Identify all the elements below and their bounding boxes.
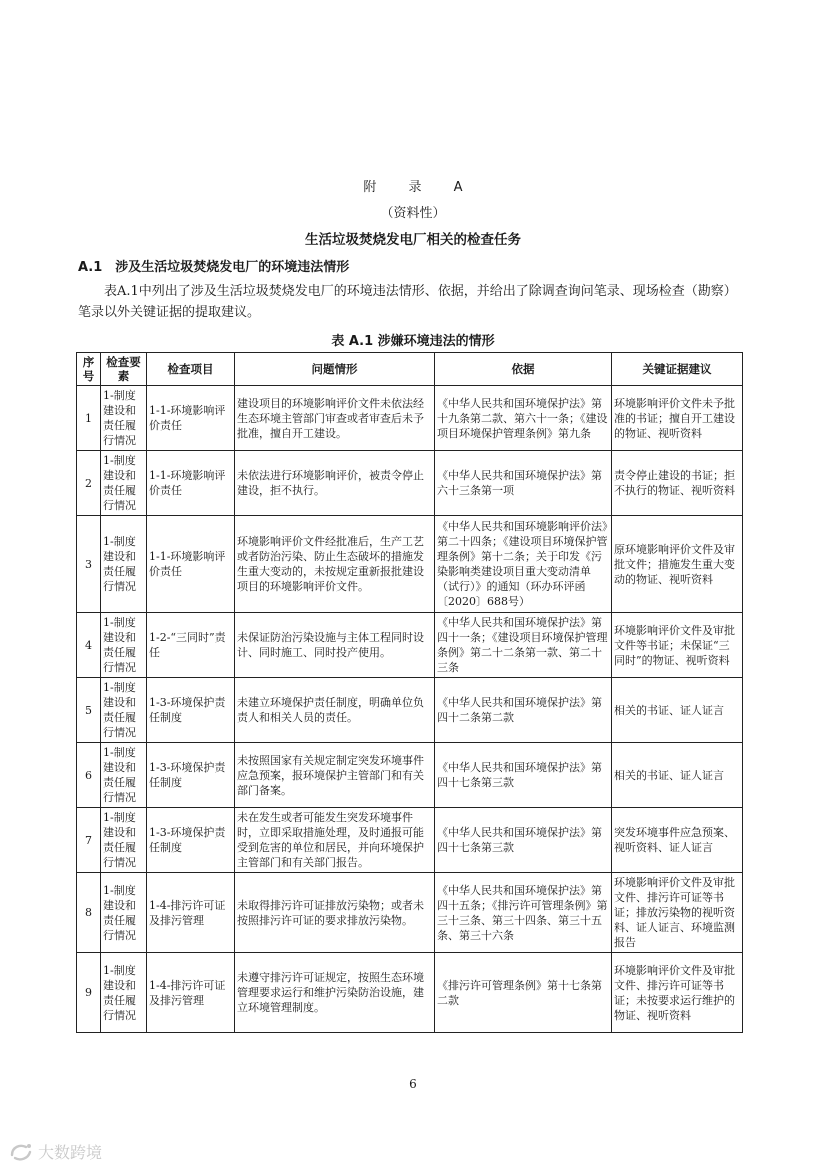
- appendix-subject: 生活垃圾焚烧发电厂相关的检查任务: [305, 232, 521, 248]
- row-problem: 未取得排污许可证排放污染物；或者未按照排污许可证的要求排放污染物。: [235, 873, 435, 953]
- row-evidence: 突发环境事件应急预案、视听资料、证人证言: [612, 808, 743, 873]
- row-number: 7: [77, 808, 101, 873]
- row-problem: 未遵守排污许可证规定，按照生态环境管理要求运行和维护污染防治设施，建立环境管理制度。: [235, 953, 435, 1033]
- watermark: [8, 1140, 102, 1163]
- row-item: 1-4-排污许可证及排污管理: [147, 873, 235, 953]
- row-basis: 《中华人民共和国环境保护法》第四十七条第三款: [435, 808, 612, 873]
- row-basis: 《中华人民共和国环境保护法》第六十三条第一项: [435, 451, 612, 516]
- row-basis: 《中华人民共和国环境影响评价法》第二十四条；《建设项目环境保护管理条例》第十二条；关于印发《污染影响类建设项目重大变动清单（试行）》的通知（环办环评函〔2020〕688号）: [435, 516, 612, 613]
- header-evidence: 关键证据建议: [612, 353, 743, 386]
- row-problem: 建设项目的环境影响评价文件未依法经生态环境主管部门审查或者审查后未予批准，擅自开工建设。: [235, 386, 435, 451]
- row-item: 1-1-环境影响评价责任: [147, 386, 235, 451]
- row-problem: 未在发生或者可能发生突发环境事件时，立即采取措施处理，及时通报可能受到危害的单位和居民，并向环境保护主管部门和有关部门报告。: [235, 808, 435, 873]
- table-row: [77, 953, 743, 1033]
- row-basis: 《中华人民共和国环境保护法》第十九条第二款、第六十一条；《建设项目环境保护管理条例》第九条: [435, 386, 612, 451]
- row-number: 6: [77, 743, 101, 808]
- section-heading: A.1 涉及生活垃圾焚烧发电厂的环境违法情形: [78, 260, 350, 275]
- table-row: [77, 386, 743, 451]
- page-number: 6: [409, 1077, 417, 1091]
- row-basis: 《排污许可管理条例》第十七条第二款: [435, 953, 612, 1033]
- row-item: 1-1-环境影响评价责任: [147, 516, 235, 613]
- header-no: 序号: [77, 353, 101, 386]
- row-element: 1-制度建设和责任履行情况: [101, 613, 147, 678]
- row-evidence: 环境影响评价文件及审批文件、排污许可证等书证；排放污染物的视听资料、证人证言、环境监测报告: [612, 873, 743, 953]
- row-problem: 未依法进行环境影响评价，被责令停止建设，拒不执行。: [235, 451, 435, 516]
- row-evidence: 相关的书证、证人证言: [612, 678, 743, 743]
- row-problem: 未按照国家有关规定制定突发环境事件应急预案，报环境保护主管部门和有关部门备案。: [235, 743, 435, 808]
- row-item: 1-3-环境保护责任制度: [147, 743, 235, 808]
- table-row: [77, 451, 743, 516]
- table-row: [77, 678, 743, 743]
- row-item: 1-2-“三同时”责任: [147, 613, 235, 678]
- header-basis: 依据: [435, 353, 612, 386]
- row-item: 1-4-排污许可证及排污管理: [147, 953, 235, 1033]
- intro-paragraph: 表A.1中列出了涉及生活垃圾焚烧发电厂的环境违法情形、依据，并给出了除调查询问笔录、现场检查（勘察）笔录以外关键证据的提取建议。: [78, 284, 737, 320]
- row-evidence: 相关的书证、证人证言: [612, 743, 743, 808]
- row-item: 1-3-环境保护责任制度: [147, 678, 235, 743]
- row-element: 1-制度建设和责任履行情况: [101, 386, 147, 451]
- table-row: [77, 613, 743, 678]
- row-problem: 未保证防治污染设施与主体工程同时设计、同时施工、同时投产使用。: [235, 613, 435, 678]
- row-basis: 《中华人民共和国环境保护法》第四十五条；《排污许可管理条例》第三十三条、第三十四条、第三十五条、第三十六条: [435, 873, 612, 953]
- row-problem: 环境影响评价文件经批准后，生产工艺或者防治污染、防止生态破坏的措施发生重大变动的，未按规定重新报批建设项目的环境影响评价文件。: [235, 516, 435, 613]
- row-element: 1-制度建设和责任履行情况: [101, 953, 147, 1033]
- appendix-title: 附 录 A: [363, 180, 477, 195]
- table-caption: 表 A.1 涉嫌环境违法的情形: [331, 334, 495, 349]
- row-element: 1-制度建设和责任履行情况: [101, 678, 147, 743]
- row-element: 1-制度建设和责任履行情况: [101, 743, 147, 808]
- row-evidence: 责令停止建设的书证；拒不执行的物证、视听资料: [612, 451, 743, 516]
- row-element: 1-制度建设和责任履行情况: [101, 808, 147, 873]
- header-element: 检查要素: [101, 353, 147, 386]
- row-evidence: 环境影响评价文件未予批准的书证；擅自开工建设的物证、视听资料: [612, 386, 743, 451]
- row-item: 1-3-环境保护责任制度: [147, 808, 235, 873]
- header-item: 检查项目: [147, 353, 235, 386]
- watermark-text: 大数跨境: [38, 1143, 103, 1162]
- row-basis: 《中华人民共和国环境保护法》第四十七条第三款: [435, 743, 612, 808]
- header-problem: 问题情形: [235, 353, 435, 386]
- row-problem: 未建立环境保护责任制度，明确单位负责人和相关人员的责任。: [235, 678, 435, 743]
- table-header-row: [77, 353, 743, 386]
- table-row: [77, 743, 743, 808]
- row-number: 8: [77, 873, 101, 953]
- row-basis: 《中华人民共和国环境保护法》第四十一条；《建设项目环境保护管理条例》第二十二条第一款、第二十三条: [435, 613, 612, 678]
- row-number: 2: [77, 451, 101, 516]
- table-row: [77, 873, 743, 953]
- brand-logo-icon: [8, 1141, 34, 1163]
- row-evidence: 原环境影响评价文件及审批文件；措施发生重大变动的物证、视听资料: [612, 516, 743, 613]
- row-element: 1-制度建设和责任履行情况: [101, 516, 147, 613]
- row-number: 3: [77, 516, 101, 613]
- table-row: [77, 808, 743, 873]
- row-evidence: 环境影响评价文件及审批文件、排污许可证等书证；未按要求运行维护的物证、视听资料: [612, 953, 743, 1033]
- row-number: 4: [77, 613, 101, 678]
- appendix-nature: （资料性）: [380, 206, 446, 221]
- row-number: 5: [77, 678, 101, 743]
- row-number: 1: [77, 386, 101, 451]
- row-element: 1-制度建设和责任履行情况: [101, 873, 147, 953]
- row-number: 9: [77, 953, 101, 1033]
- row-item: 1-1-环境影响评价责任: [147, 451, 235, 516]
- row-evidence: 环境影响评价文件及审批文件等书证；未保证“三同时”的物证、视听资料: [612, 613, 743, 678]
- row-element: 1-制度建设和责任履行情况: [101, 451, 147, 516]
- violation-table: [76, 352, 743, 1033]
- row-basis: 《中华人民共和国环境保护法》第四十二条第二款: [435, 678, 612, 743]
- table-row: [77, 516, 743, 613]
